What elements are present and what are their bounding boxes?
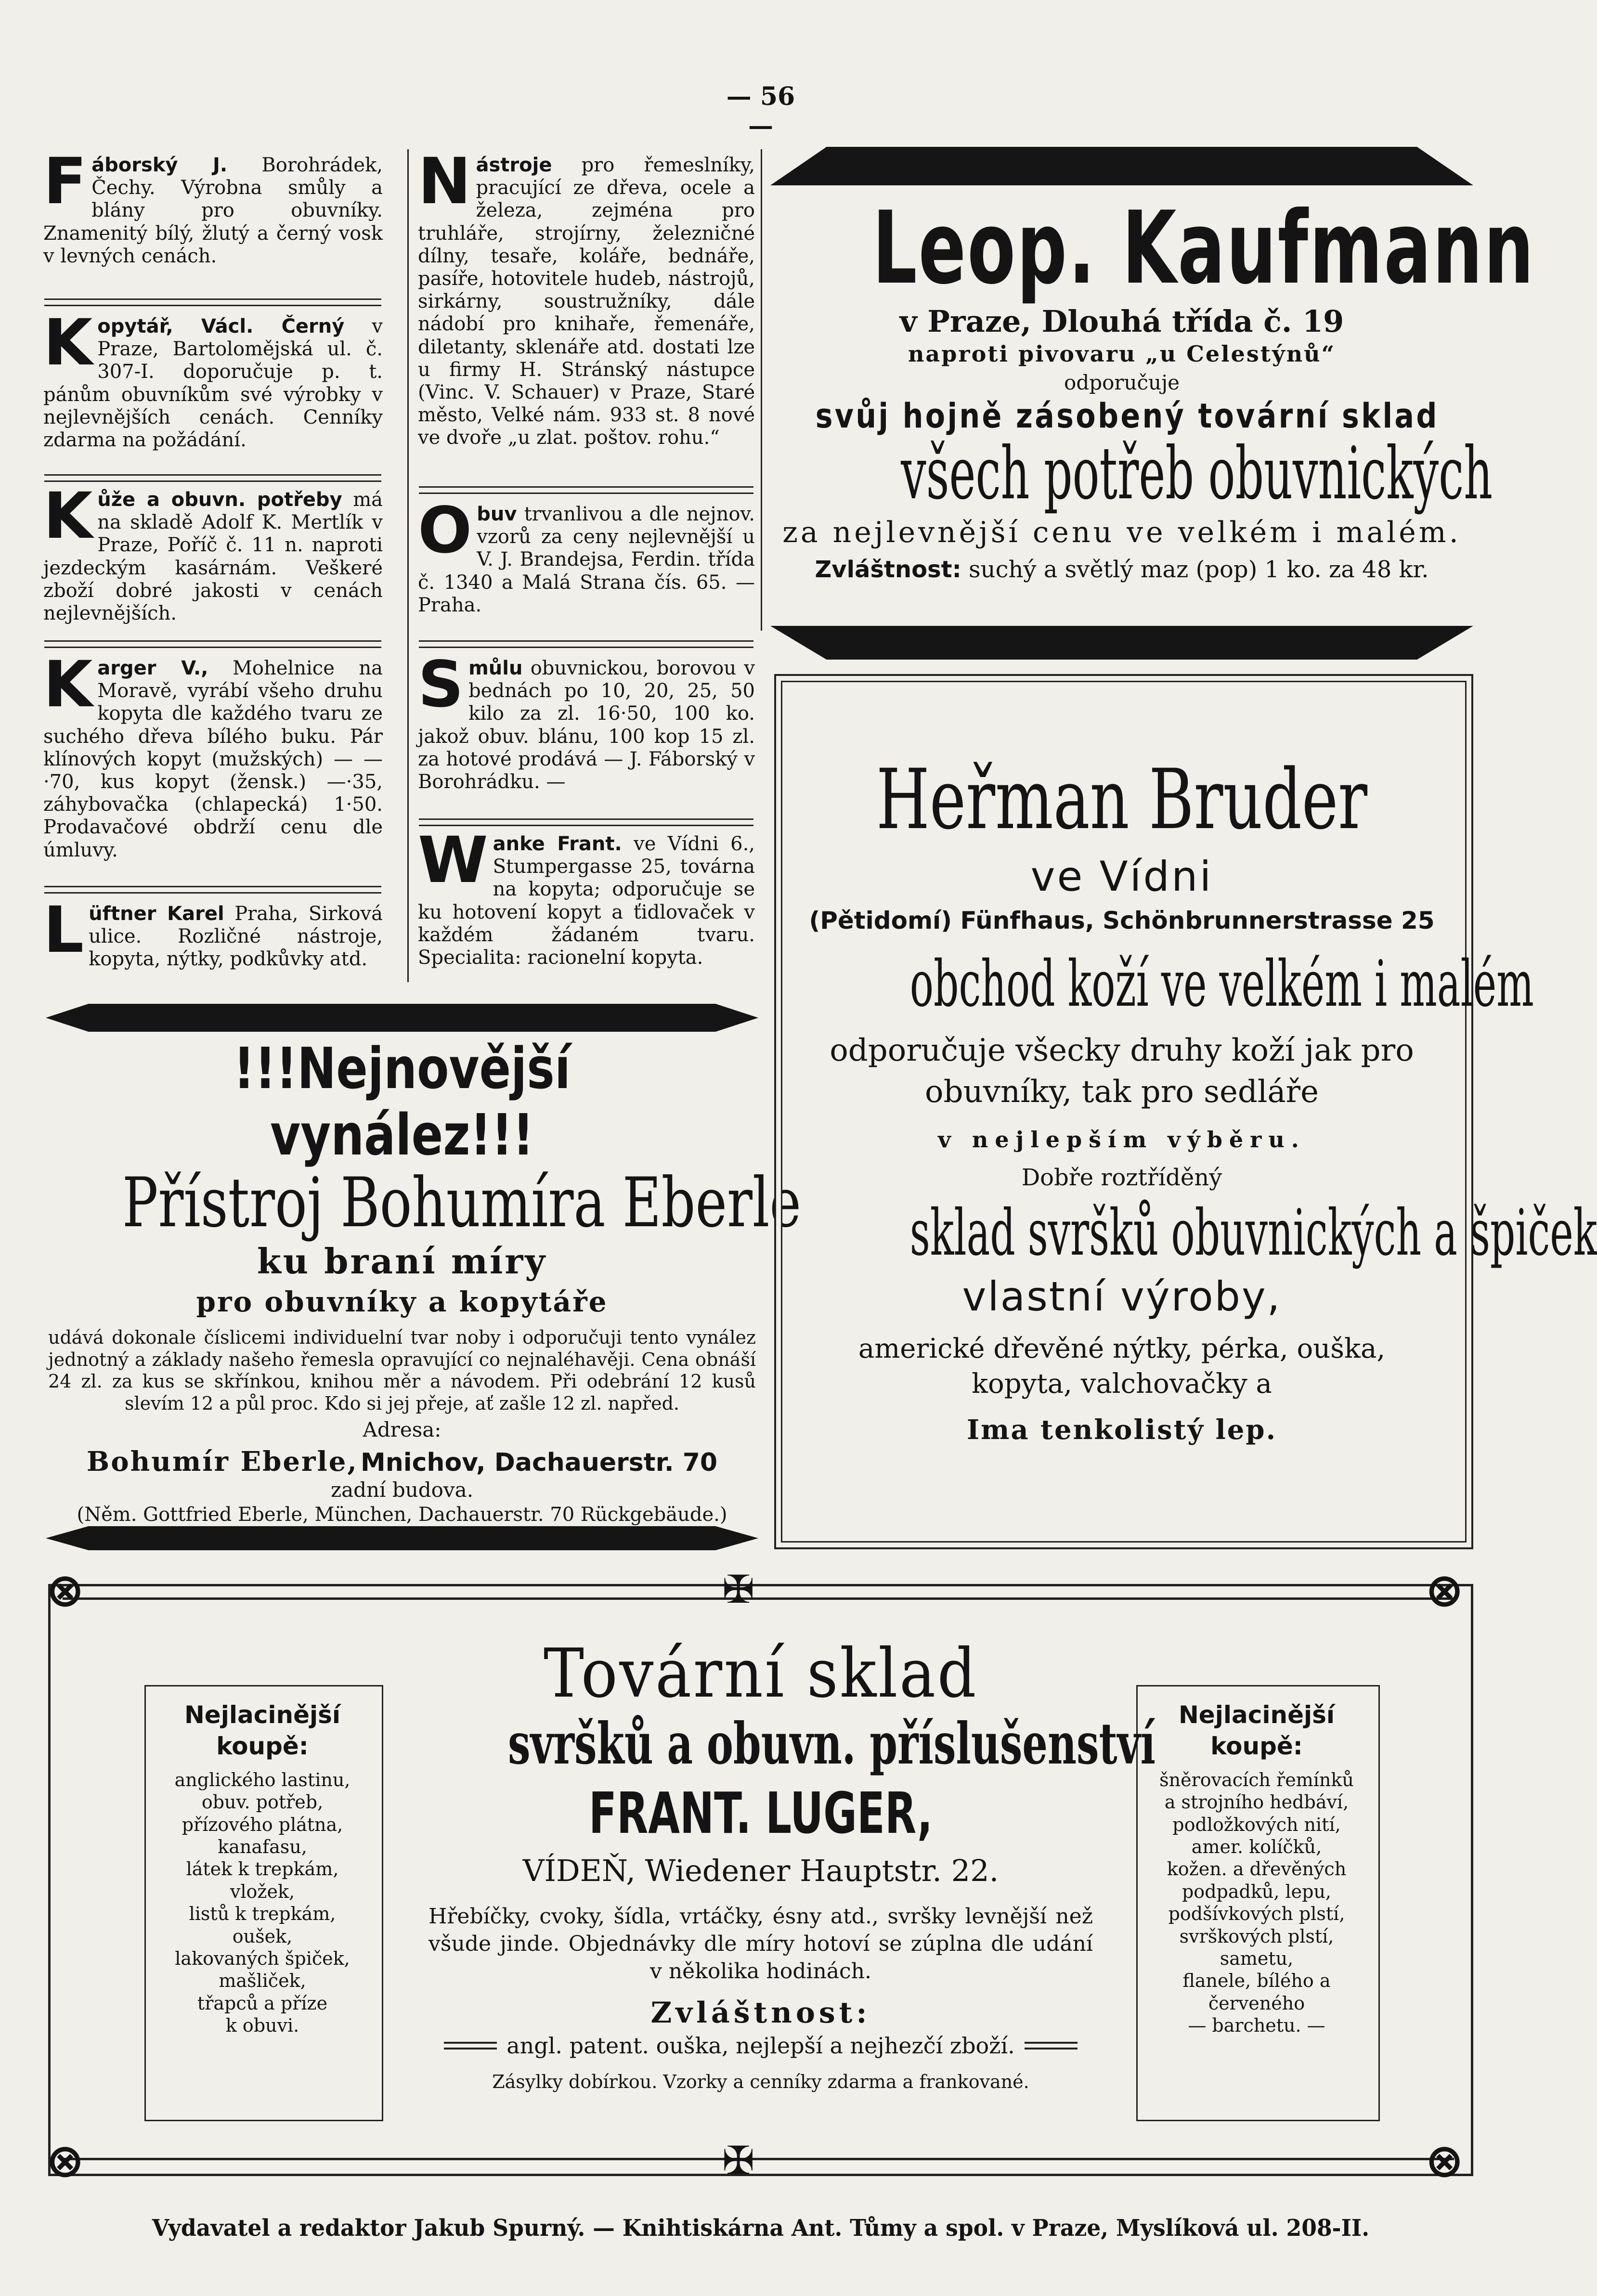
list-item: podšívkových plstí,: [1168, 1903, 1345, 1925]
ad-name: áborský J.: [91, 154, 228, 176]
ad-name: opytář, Václ. Černý: [97, 315, 345, 337]
divider: [44, 474, 381, 482]
luger-left-list: [149, 1699, 376, 2037]
bruder-stock: sklad svršků obuvnických a špiček: [909, 1195, 1597, 1270]
list-item: šněrovacích řemínků: [1159, 1769, 1354, 1790]
ad-text: ve Vídni 6., Stumpergasse 25, továrna na kopyta; odporučuje se ku hotovení kopyt a ťidlovaček v každém žádaném tvaru. Specialita: racionelní kopyta.: [418, 833, 755, 969]
kaufmann-special-label: Zvláštnost:: [815, 556, 961, 583]
eberle-title: Přístroj Bohumíra Eberle: [122, 1163, 801, 1243]
ad-faborsky: [43, 144, 383, 268]
ad-text: pro řemeslníky, pracující ze dřeva, ocele a železa, zejména pro truhláře, strojírny, železničné dílny, tesaře, koláře, bednáře, pasíře, hotovitele hudeb, nástrojů, sirkárny, soustružníky, dále nádobí pro knihaře, řemenáře, diletanty, sklenáře atd. dostati lze u firmy H. Stránský nástupce (Vinc. V. Schauer) v Praze, Staré město, Velké nám. 933 st. 8 nové ve dvoře „u zlat. poštov. rohu.“: [418, 154, 755, 449]
list-item: podpadků, lepu,: [1182, 1881, 1331, 1902]
eberle-body: udává dokonale číslicemi individuelní tvar noby i odporučuji tento vynález jednotný a základy našeho řemesla opravující co nejnaléhavěji. Cena obnáší 24 zl. za kus se skřínkou, knihou měr a návodem. Při odebrání 12 kusů slevím 12 a půl proc. Kdo si jej přeje, ať zašle 12 zl. napřed.: [48, 1327, 756, 1414]
ad-name: buv: [477, 503, 517, 525]
black-wedge-top: [770, 147, 1473, 185]
list-item: svrškových plstí,: [1179, 1925, 1334, 1947]
ad-eberle: [43, 1035, 801, 1527]
black-wedge-rule: [46, 1526, 758, 1550]
ornament-cross-icon: ⊗: [1425, 1563, 1464, 1617]
bruder-city: ve Vídni: [1030, 853, 1213, 901]
eberle-headline: !!!Nejnovější vynález!!!: [233, 1035, 571, 1168]
divider: [44, 886, 381, 894]
bruder-district: (Pětidomí) Fünfhaus, Schönbrunnerstrasse 25: [809, 907, 1435, 934]
list-item: k obuvi.: [225, 2014, 299, 2036]
luger-title1: Tovární sklad: [543, 1634, 978, 1713]
ad-karger: [43, 648, 383, 862]
ad-name: ástroje: [476, 154, 552, 176]
kaufmann-line1: svůj hojně zásobený tovární sklad: [815, 396, 1439, 436]
bruder-own: vlastní výroby,: [962, 1272, 1282, 1320]
drop-initial: F: [43, 144, 87, 219]
divider: [419, 640, 753, 648]
double-rule: [444, 2042, 497, 2050]
ad-bruder: [780, 751, 1597, 1446]
ad-text: trvanlivou a dle nejnov. vzorů za ceny nejlevnější u V. J. Brandejsa, Ferdin. třída č. 1340 a Malá Strana čís. 65. — Praha.: [418, 503, 755, 616]
divider: [44, 298, 381, 306]
ornament-cross-icon: ⊗: [46, 1563, 85, 1617]
imprint-footer: Vydavatel a redaktor Jakub Spurný. — Knihtiskárna Ant. Tůmy a spol. v Praze, Myslíková ul. 208-II.: [152, 2215, 1370, 2242]
kaufmann-name: Leop. Kaufmann: [872, 190, 1535, 307]
luger-name: FRANT. LUGER,: [588, 1780, 933, 1846]
list-item: přízového plátna,: [182, 1814, 343, 1835]
luger-city: VÍDEŇ, Wiedener Hauptstr. 22.: [522, 1853, 999, 1888]
luger-special-text: angl. patent. ouška, nejlepší a nejhezčí zboží.: [506, 2032, 1015, 2059]
luger-left-items: [149, 1769, 376, 2037]
kaufmann-recommends: odporučuje: [1064, 371, 1180, 394]
list-item: listů k trepkám,: [189, 1903, 336, 1925]
list-item: lakovaných špiček,: [175, 1947, 350, 1969]
luger-right-list: [1141, 1699, 1372, 2037]
column-divider-middle: [761, 149, 762, 631]
kaufmann-line3: za nejlevnější cenu ve velkém i malém.: [782, 516, 1461, 549]
page-number: — 56 —: [726, 82, 795, 141]
ornament-center-icon: ✠: [722, 1567, 755, 1612]
bruder-recommends: odporučuje všecky druhy koží jak pro obuvníky, tak pro sedláře: [830, 1033, 1414, 1110]
eberle-line2: pro obuvníky a kopytáře: [196, 1285, 608, 1318]
ad-text: Mohelnice na Moravě, vyrábí všeho druhu kopyta dle každého tvaru ze suchého dřeva bílého buku. Pár klínových kopyt (mužských) — —·70, kus kopyt (žensk.) —·35, záhybovačka (chlapecká) 1·50. Prodavačové obdrží cenu dle úmluvy.: [43, 657, 383, 861]
luger-special: [400, 2033, 1122, 2059]
ad-nastroje: [418, 144, 755, 449]
luger-right-items: [1141, 1769, 1372, 2037]
eberle-address-name: Bohumír Eberle,: [86, 1445, 358, 1478]
list-item: podložkových nití,: [1172, 1814, 1341, 1835]
divider: [419, 486, 753, 494]
drop-initial: N: [418, 144, 471, 219]
ad-kuze: [43, 479, 383, 625]
ad-text: Borohrádek, Čechy. Výrobna smůly a blány pro obuvníky. Znamenitý bílý, žlutý a černý vosk v levných cenách.: [43, 154, 383, 267]
drop-initial: S: [418, 648, 464, 722]
ornament-center-icon: ✠: [722, 2138, 755, 2183]
eberle-address-label: Adresa:: [363, 1418, 441, 1442]
black-wedge-bottom: [770, 626, 1473, 660]
ornament-cross-icon: ⊗: [46, 2134, 85, 2188]
list-item: obuv. potřeb,: [201, 1791, 324, 1813]
luger-left-title: Nejlacinější koupě:: [184, 1701, 341, 1760]
ad-text: v Praze, Bartolomějská ul. č. 307-I. doporučuje p. t. pánům obuvníkům své výrobky v nejlevnějších cenách. Cenníky zdarma na požádání.: [43, 315, 383, 451]
ad-wanke: [418, 823, 755, 969]
list-item: anglického lastinu,: [174, 1769, 351, 1790]
bruder-glue: Ima tenkolistý lep.: [966, 1414, 1277, 1446]
drop-initial: K: [43, 479, 93, 553]
divider: [44, 640, 381, 648]
eberle-address: [43, 1446, 761, 1478]
bruder-sorted: Dobře roztříděný: [1021, 1164, 1222, 1191]
double-rule: [1025, 2042, 1078, 2050]
list-item: vložek,: [230, 1881, 295, 1902]
list-item: sametu,: [1220, 1947, 1294, 1969]
bruder-shop: obchod koží ve velkém i malém: [909, 947, 1534, 1021]
list-item: amer. kolíčků,: [1191, 1836, 1322, 1858]
list-item: — barchetu. —: [1188, 2014, 1325, 2036]
list-item: a strojního hedbáví,: [1164, 1791, 1349, 1813]
ad-name: anke Frant.: [493, 833, 622, 855]
ad-kaufmann: [766, 190, 1535, 583]
ad-luftner: [43, 893, 383, 971]
list-item: oušek,: [232, 1925, 293, 1947]
luger-body: Hřebíčky, cvoky, šídla, vrtáčky, ésny atd., svršky levnější než všude jinde. Objednávky dle míry hotoví se zúplna dle udání v několika hodinách.: [428, 1904, 1093, 1984]
drop-initial: O: [418, 493, 472, 568]
ad-name: üftner Karel: [89, 903, 224, 925]
list-item: mašliček,: [219, 1970, 306, 1992]
bruder-items: americké dřevěné nýtky, pérka, ouška, kopyta, valchovačky a: [858, 1333, 1386, 1400]
ad-text: má na skladě Adolf K. Mertlík v Praze, Poříč č. 11 n. naproti jezdeckým kasárnám. Veškeré zboží dobré jakosti v cenách nejlevnějších.: [43, 489, 383, 624]
kaufmann-special-text: suchý a světlý maz (pop) 1 ko. za 48 kr.: [969, 556, 1429, 583]
bruder-choice: v nejlepším výběru.: [938, 1126, 1306, 1153]
drop-initial: L: [43, 893, 84, 967]
luger-footer: Zásylky dobírkou. Vzorky a cenníky zdarma a frankované.: [492, 2071, 1029, 2092]
ad-text: obuvnickou, borovou v bednách po 10, 20, 25, 50 kilo za zl. 16·50, 100 ko. jakož obuv. blánu, 100 kop 15 zl. za hotové prodává — J. Fáborský v Borohrádku. —: [418, 657, 755, 793]
list-item: kanafasu,: [218, 1836, 307, 1858]
drop-initial: K: [43, 306, 93, 380]
ad-luger: [400, 1634, 1156, 2092]
eberle-address-rest: Mnichov, Dachauerstr. 70: [361, 1448, 718, 1477]
list-item: třapců a příze: [197, 1992, 328, 2014]
ad-kopytar: [43, 306, 383, 452]
bruder-name: Heřman Bruder: [876, 751, 1368, 848]
ad-obuv: [418, 493, 755, 617]
column-divider-left: [407, 149, 409, 982]
drop-initial: W: [418, 823, 488, 897]
ad-name: ůže a obuvn. potřeby: [97, 489, 342, 511]
kaufmann-address: v Praze, Dlouhá třída č. 19: [899, 304, 1344, 339]
luger-right-title: Nejlacinější koupě:: [1178, 1701, 1335, 1760]
ornament-cross-icon: ⊗: [1425, 2134, 1464, 2188]
luger-bottom-rule: [63, 2158, 1454, 2160]
ad-name: arger V.,: [97, 657, 208, 679]
luger-top-rule: [63, 1597, 1454, 1600]
ad-smula: [418, 648, 755, 793]
kaufmann-line2: všech potřeb obuvnických: [901, 432, 1493, 516]
eberle-line1: ku braní míry: [257, 1241, 547, 1282]
list-item: kožen. a dřevěných: [1167, 1858, 1347, 1880]
eberle-address-de: (Něm. Gottfried Eberle, München, Dachauerstr. 70 Rückgebäude.): [77, 1504, 727, 1526]
list-item: flanele, bílého a červeného: [1182, 1970, 1331, 2014]
black-wedge-rule: [46, 1004, 758, 1032]
luger-title2: svršků a obuvn. příslušenství: [508, 1710, 1156, 1777]
drop-initial: K: [43, 648, 93, 722]
list-item: látek k trepkám,: [186, 1858, 339, 1880]
luger-special-label: Zvláštnost:: [650, 1996, 871, 2030]
kaufmann-special: [766, 556, 1478, 583]
kaufmann-opposite: naproti pivovaru „u Celestýnů“: [908, 341, 1336, 367]
ad-text: Praha, Sirková ulice. Rozličné nástroje, kopyta, nýtky, podkůvky atd.: [89, 903, 383, 971]
eberle-address-note: zadní budova.: [330, 1478, 474, 1502]
ad-name: můlu: [468, 657, 523, 679]
